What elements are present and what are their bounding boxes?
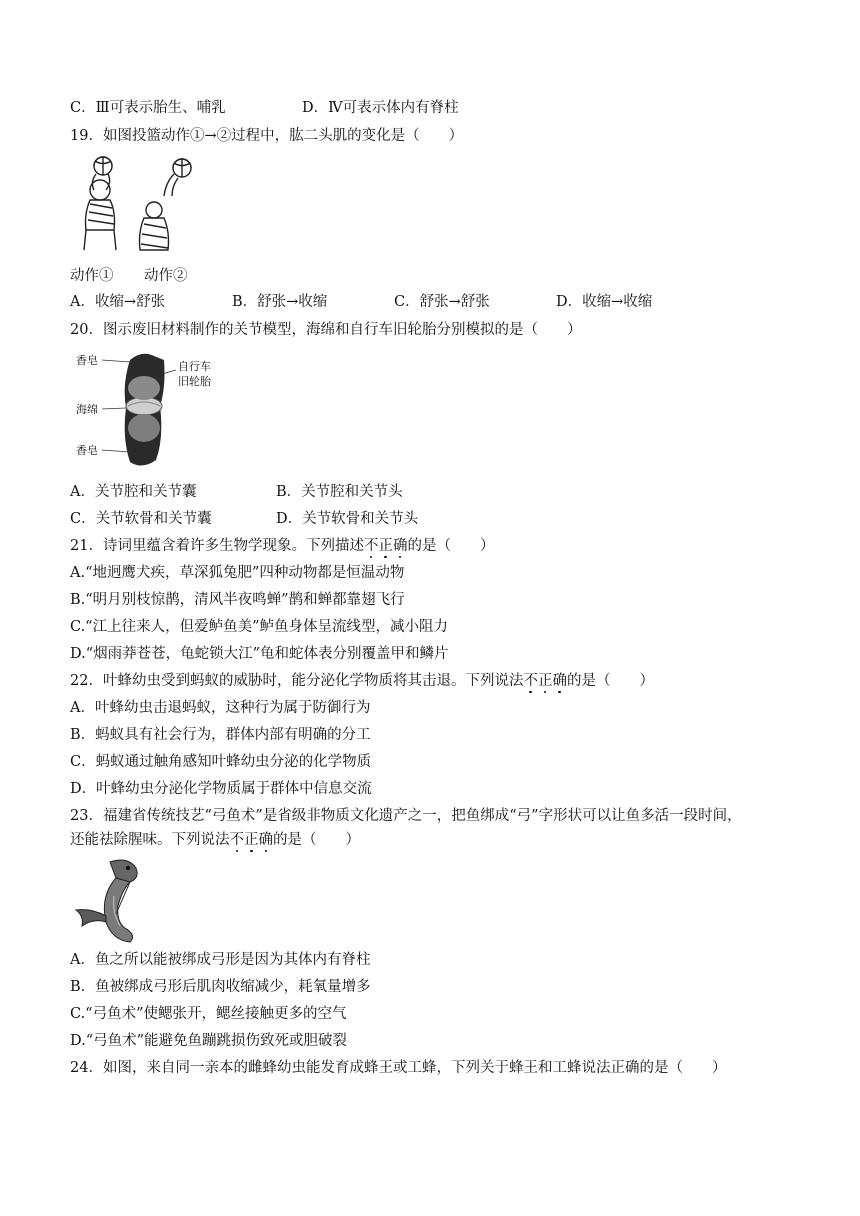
- q20-stem: 20．图示废旧材料制作的关节模型，海绵和自行车旧轮胎分别模拟的是（ ）: [70, 322, 582, 338]
- label-sponge: 海绵: [76, 403, 98, 416]
- q19-stem: 19．如图投篮动作①→②过程中，肱二头肌的变化是（ ）: [70, 128, 464, 144]
- q19-option-b: B．舒张→收缩: [232, 294, 328, 310]
- q23-option-d: D.“弓鱼术”能避免鱼蹦跳损伤致死或胆破裂: [70, 1033, 348, 1049]
- q19-captions: [70, 266, 188, 286]
- q20-option-c: C．关节软骨和关节囊: [70, 511, 212, 527]
- q21-stem-post: 的是（ ）: [407, 538, 495, 554]
- q20-options-ab: [70, 482, 403, 502]
- q18-options-cd: [70, 98, 459, 118]
- q21-stem: [70, 536, 494, 556]
- q23-stem-post: 的是（ ）: [273, 832, 360, 848]
- q22-emph-1: 不: [523, 673, 538, 689]
- q19-option-d: D．收缩→收缩: [556, 294, 653, 310]
- q21-emph-1: 不: [363, 538, 379, 554]
- q23-option-c: C.“弓鱼术”使鳃张开，鳃丝接触更多的空气: [70, 1006, 347, 1022]
- q22-option-c: C．蚂蚁通过触角感知叶蜂幼虫分泌的化学物质: [70, 754, 372, 770]
- q20-option-b: B．关节腔和关节头: [276, 484, 403, 500]
- q19-option-a: A．收缩→舒张: [70, 294, 166, 310]
- q21-option-a: A.“地迥鹰犬疾，草深狐兔肥”四种动物都是恒温动物: [70, 565, 405, 581]
- q19-option-c: C．舒张→舒张: [394, 294, 490, 310]
- basketball-shooting-figure: [72, 152, 204, 254]
- q22-stem-post: 的是（ ）: [566, 673, 654, 689]
- q21-emph-2: 正: [378, 538, 393, 554]
- q23-emph-1: 不: [229, 832, 244, 848]
- label-tire-line1: 自行车: [178, 360, 211, 373]
- q20-option-a: A．关节腔和关节囊: [70, 484, 197, 500]
- q19-caption-action2: 动作②: [144, 268, 188, 284]
- q22-option-d: D．叶蜂幼虫分泌化学物质属于群体中信息交流: [70, 781, 372, 797]
- q21-stem-pre: 21．诗词里蕴含着许多生物学现象。下列描述: [70, 538, 364, 554]
- q23-emph-2: 正: [244, 832, 259, 848]
- q24-stem: 24．如图，来自同一亲本的雌蜂幼虫能发育成蜂王或工蜂，下列关于蜂王和工蜂说法正确的是（ ）: [70, 1060, 727, 1076]
- q18-option-c: C．Ⅲ可表示胎生、哺乳: [70, 100, 226, 116]
- q23-emph-3: 确: [258, 832, 273, 848]
- q18-option-d: D．Ⅳ可表示体内有脊柱: [302, 100, 459, 116]
- q20-option-d: D．关节软骨和关节头: [276, 511, 419, 527]
- label-soap-top: 香皂: [76, 354, 98, 367]
- q20-options-cd: [70, 509, 418, 529]
- q21-emph-3: 确: [392, 538, 408, 554]
- q22-stem: [70, 671, 654, 691]
- q23-stem-line2: [70, 830, 360, 850]
- bow-fish-figure: [70, 856, 146, 948]
- q22-emph-2: 正: [537, 673, 553, 689]
- q23-option-b: B．鱼被绑成弓形后肌肉收缩减少，耗氧量增多: [70, 979, 371, 995]
- q22-option-b: B．蚂蚁具有社会行为，群体内部有明确的分工: [70, 727, 371, 743]
- q21-option-d: D.“烟雨莽苍苍，龟蛇锁大江”龟和蛇体表分别覆盖甲和鳞片: [70, 646, 449, 662]
- q21-option-b: B.“明月别枝惊鹊，清风半夜鸣蝉”鹊和蝉都靠翅飞行: [70, 592, 405, 608]
- q19-options: [70, 292, 652, 312]
- q23-stem-pre: 还能祛除腥味。下列说法: [70, 832, 230, 848]
- q21-option-c: C.“江上往来人，但爱鲈鱼美”鲈鱼身体呈流线型，减小阻力: [70, 619, 449, 635]
- joint-model-figure: [72, 348, 232, 472]
- q23-stem-line1: 23．福建省传统技艺“弓鱼术”是省级非物质文化遗产之一，把鱼绑成“弓”字形状可以让鱼多活一段时间，: [70, 808, 742, 824]
- q22-option-a: A．叶蜂幼虫击退蚂蚁，这种行为属于防御行为: [70, 700, 371, 716]
- q22-emph-3: 确: [552, 673, 567, 689]
- q22-stem-pre: 22．叶蜂幼虫受到蚂蚁的威胁时，能分泌化学物质将其击退。下列说法: [70, 673, 524, 689]
- q23-option-a: A．鱼之所以能被绑成弓形是因为其体内有脊柱: [70, 952, 371, 968]
- label-soap-bottom: 香皂: [76, 444, 98, 457]
- q19-caption-action1: 动作①: [70, 268, 114, 284]
- label-tire-line2: 旧轮胎: [178, 375, 211, 388]
